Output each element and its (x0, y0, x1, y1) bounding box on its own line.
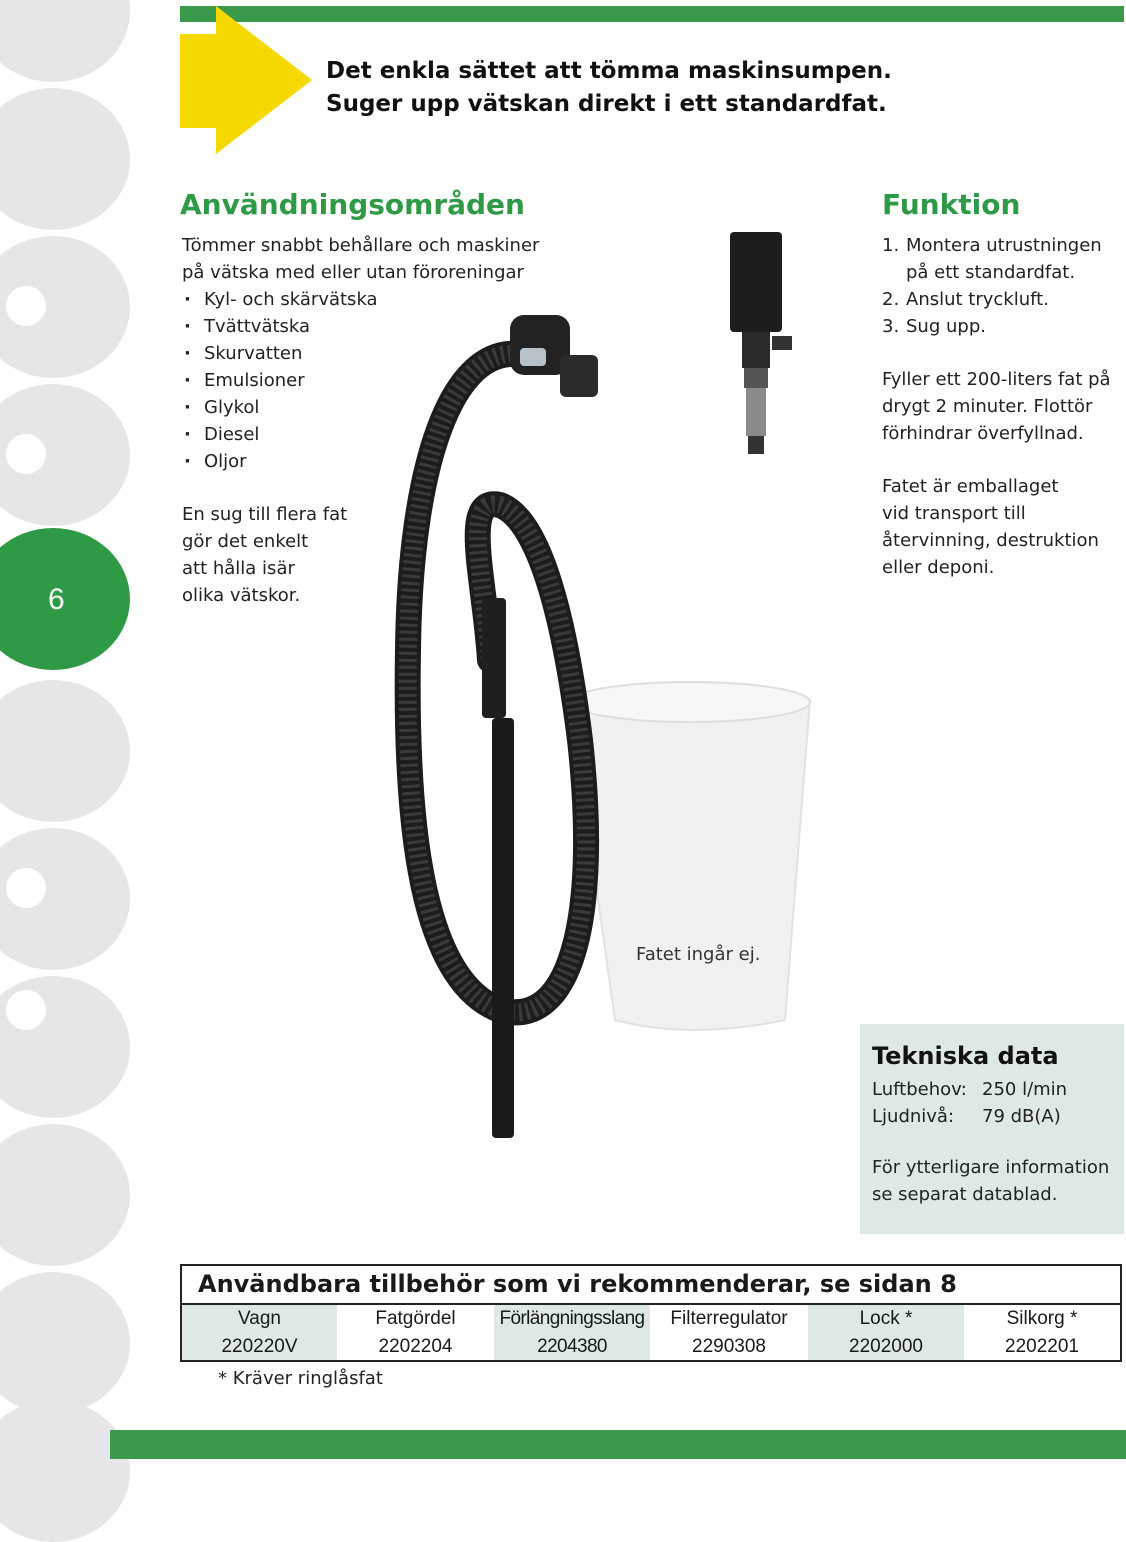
tech-title: Tekniska data (872, 1042, 1059, 1070)
tab-circle (0, 1400, 130, 1542)
tab-circle (0, 0, 130, 82)
step-number: 1. (882, 235, 900, 256)
step-item (882, 286, 1122, 313)
function-paragraph-2 (882, 473, 1122, 581)
tagline-line-1: Det enkla sättet att tömma maskinsumpen. (326, 58, 892, 84)
list-item: · Tvättvätska (182, 313, 562, 340)
list-item: · Emulsioner (182, 367, 562, 394)
tech-value: 79 dB(A) (982, 1106, 1061, 1127)
step-item (882, 232, 1122, 286)
para-line: Fatet är emballaget (882, 476, 1059, 497)
pump-image (730, 232, 792, 454)
list-item: · Skurvatten (182, 340, 562, 367)
note-line: gör det enkelt (182, 531, 309, 552)
bottom-green-bar (110, 1430, 1126, 1459)
step-text: Montera utrustningen (906, 235, 1102, 256)
usage-intro-1: Tömmer snabbt behållare och maskiner (182, 235, 540, 256)
note-line: En sug till flera fat (182, 504, 348, 525)
para-line: förhindrar överfyllnad. (882, 423, 1084, 444)
note-line: olika vätskor. (182, 585, 301, 606)
function-paragraph-1 (882, 366, 1122, 447)
function-title: Funktion (882, 188, 1021, 221)
tech-label: Luftbehov: (872, 1079, 967, 1100)
tech-value: 250 l/min (982, 1079, 1068, 1100)
accessory-cell (964, 1305, 1120, 1360)
tab-circle (0, 976, 130, 1118)
step-text: på ett standardfat. (906, 262, 1076, 283)
accessory-cell (650, 1305, 808, 1360)
para-line: vid transport till (882, 503, 1026, 524)
tech-label: Ljudnivå: (872, 1106, 955, 1127)
list-item: · Kyl- och skärvätska (182, 286, 562, 313)
top-green-bar (180, 6, 1124, 22)
tech-row (872, 1076, 1067, 1103)
step-text: Anslut tryckluft. (906, 289, 1049, 310)
drum-caption: Fatet ingår ej. (636, 944, 761, 965)
product-illustration (360, 220, 840, 1240)
accessory-name: Vagn (238, 1308, 281, 1329)
info-line: se separat datablad. (872, 1184, 1058, 1205)
accessory-name: Filterregulator (670, 1308, 788, 1329)
accessory-name: Silkorg * (1006, 1308, 1078, 1329)
tech-rows (872, 1076, 1067, 1130)
accessories-title: Användbara tillbehör som vi rekommenderar, se sidan 8 (198, 1270, 957, 1298)
accessory-code: 2290308 (692, 1336, 766, 1357)
accessory-name: Förlängningsslang (499, 1308, 645, 1329)
hose-image (408, 315, 598, 1138)
para-line: drygt 2 minuter. Flottör (882, 396, 1093, 417)
accessory-code: 2202204 (378, 1336, 453, 1357)
accessory-code: 220220V (221, 1336, 298, 1357)
accessory-code: 2202201 (1005, 1336, 1079, 1357)
list-item: · Diesel (182, 421, 562, 448)
list-item: · Glykol (182, 394, 562, 421)
step-text: Sug upp. (906, 316, 986, 337)
note-line: att hålla isär (182, 558, 295, 579)
accessories-table (180, 1264, 1122, 1362)
usage-intro-2: på vätska med eller utan föroreningar (182, 262, 524, 283)
step-item (882, 313, 1122, 340)
list-item: · Oljor (182, 448, 562, 475)
step-number: 3. (882, 316, 900, 337)
tab-circle (0, 236, 130, 378)
steps-list (882, 232, 1122, 340)
accessory-cell (494, 1305, 650, 1360)
drum-image (570, 682, 810, 1030)
usage-title: Användningsområden (180, 188, 525, 221)
accessory-cell (808, 1305, 964, 1360)
accessory-name: Lock * (859, 1308, 913, 1329)
page-number: 6 (48, 583, 65, 616)
tech-data-box (860, 1024, 1124, 1234)
tab-circle (0, 680, 130, 822)
accessory-code: 2202000 (849, 1336, 923, 1357)
tab-circle (0, 384, 130, 526)
para-line: återvinning, destruktion (882, 530, 1099, 551)
tab-circle (0, 1272, 130, 1414)
tagline-line-2: Suger upp vätskan direkt i ett standardfat. (326, 91, 887, 117)
accessory-cell (337, 1305, 494, 1360)
accessory-cell (182, 1305, 337, 1360)
step-number: 2. (882, 289, 900, 310)
tech-info (872, 1154, 1109, 1208)
accessory-name: Fatgördel (375, 1308, 456, 1329)
info-line: För ytterligare information (872, 1157, 1110, 1178)
tab-circle (0, 1124, 130, 1266)
arrow-icon (180, 6, 315, 154)
tab-circle (0, 88, 130, 230)
function-section (882, 232, 1122, 581)
tab-circle (0, 828, 130, 970)
footnote: * Kräver ringlåsfat (218, 1368, 383, 1389)
page-tab-active[interactable] (0, 528, 130, 670)
para-line: eller deponi. (882, 557, 995, 578)
accessory-code: 2204380 (537, 1336, 607, 1357)
tagline (326, 55, 892, 121)
tech-row (872, 1103, 1067, 1130)
para-line: Fyller ett 200-liters fat på (882, 369, 1111, 390)
